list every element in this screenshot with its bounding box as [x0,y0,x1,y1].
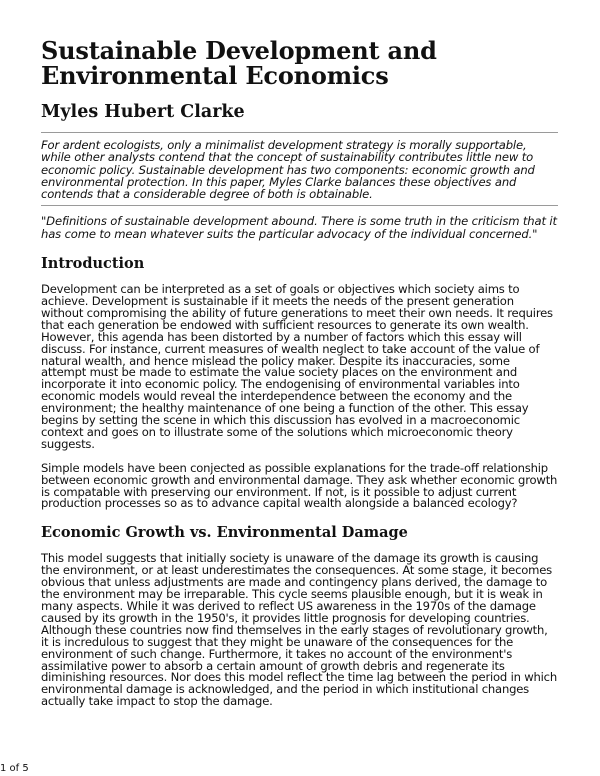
bottom-divider [41,205,558,206]
document-title: Sustainable Development and Environmental Economics [41,36,437,90]
body-paragraph: Development can be interpreted as a set of goals or objectives which society aims to achieve. Development is sustainable if it meets the needs of the present generation without compromising the ability of future generations to meet their own needs. It requires that each generation be endowed with sufficient resources to generate its own wealth. However, this agenda has been distorted by a number of factors which this essay will discuss. For instance, current measures of wealth neglect to take account of the value of natural wealth, and hence mislead the policy maker. Despite its inaccuracies, some attempt must be made to estimate the value society places on the environment and incorporate it into economic policy. The endogenising of environmental variables into economic models would reveal the interdependence between the economy and the environment; the healthy maintenance of one being a function of the other. This essay begins by setting the scene in which this discussion has evolved in a macroeconomic context and goes on to illustrate some of the solutions which microeconomic theory suggests. [41,282,553,451]
body-paragraph: Simple models have been conjected as possible explanations for the trade-off relationship between economic growth and environmental damage. They ask whether economic growth is compatable with preserving our environment. If not, is it possible to adjust current production processes so as to advance capital wealth alongside a balanced ecology? [41,460,558,511]
section-heading-introduction: Introduction [41,255,145,273]
epigraph-quote: "Definitions of sustainable development abound. There is some truth in the criticism that it has come to mean whatever suits the particular advocacy of the individual concerned." [41,214,557,241]
body-paragraph: This model suggests that initially society is unaware of the damage its growth is causing the environment, or at least underestimates the consequences. At some stage, it becomes obvious that unless adjustments are made and contingency plans derived, the damage to the environment may be irreparable. This cycle seems plausible enough, but it is weak in many aspects. While it was derived to reflect US awareness in the 1970s of the damage caused by its growth in the 1950's, it provides little prognosis for developing countries. Although these countries now find themselves in the early stages of revolutionary growth, it is incredulous to suggest that they might be unaware of the consequences for the environment of such change. Furthermore, it takes no account of the environment's assimilative power to absorb a certain amount of growth debris and regenerate its diminishing resources. Nor does this model reflect the time lag between the period in which environmental damage is acknowledged, and the period in which institutional changes actually take impact to stop the damage. [41,551,558,709]
abstract: For ardent ecologists, only a minimalist development strategy is morally supportable, while other analysts contend that the concept of sustainability contributes little new to economic policy. Sustainable development has two components: economic growth and environmental protection. In this paper, Myles Clarke balances these objectives and contends that a considerable degree of both is obtainable. [41,138,535,202]
author-name: Myles Hubert Clarke [41,102,245,122]
top-divider [41,132,558,133]
section-heading-growth-vs-damage: Economic Growth vs. Environmental Damage [41,524,408,542]
document-page [41,38,558,708]
page-indicator: 1 of 5 [0,763,29,774]
